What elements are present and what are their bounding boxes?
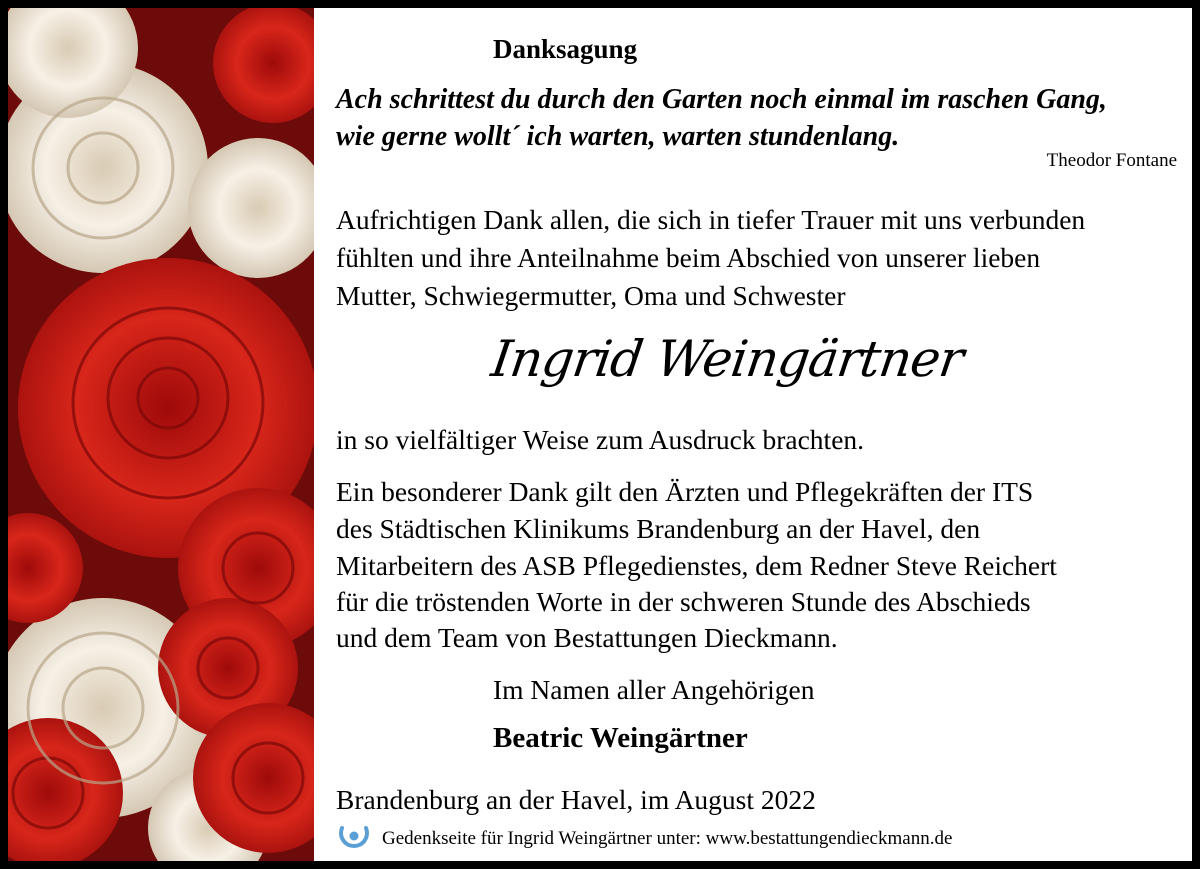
quote-line-1: Ach schrittest du durch den Garten noch einmal im raschen Gang, [336,84,1107,115]
intro-line-3: Mutter, Schwiegermutter, Oma und Schwester [336,280,846,311]
thanks-line-1: Ein besonderer Dank gilt den Ärzten und Pflegekräften der ITS [336,476,1034,507]
memorial-logo-icon [336,824,372,854]
thanks-line-2: des Städtischen Klinikums Brandenburg an der Havel, den [336,513,981,544]
deceased-name: Ingrid Weingärtner [487,330,967,388]
signature-intro: Im Namen aller Angehörigen [493,674,815,705]
notice-content [314,8,1192,861]
thanks-line-3: Mitarbeitern des ASB Pflegedienstes, dem Redner Steve Reichert [336,550,1057,581]
heading: Danksagung [493,34,638,64]
quote-line-2: wie gerne wollt´ ich warten, warten stundenlang. [336,121,900,152]
thanks-line-4: für die tröstenden Worte in der schweren Stunde des Abschieds [336,586,1031,617]
memorial-page-link[interactable]: Gedenkseite für Ingrid Weingärtner unter: www.bestattungendieckmann.de [382,828,953,849]
footer [336,824,952,854]
closing-line: in so vielfältiger Weise zum Ausdruck brachten. [336,424,865,455]
notice-card [8,8,1192,861]
thanks-line-5: und dem Team von Bestattungen Dieckmann. [336,622,838,653]
place-date: Brandenburg an der Havel, im August 2022 [336,784,816,815]
intro-line-1: Aufrichtigen Dank allen, die sich in tiefer Trauer mit uns verbunden [336,204,1086,235]
quote-author: Theodor Fontane [1046,150,1177,171]
intro-line-2: fühlten und ihre Anteilnahme beim Abschied von unserer lieben [336,242,1041,273]
roses-image [8,8,314,861]
signature-name: Beatric Weingärtner [493,722,748,754]
